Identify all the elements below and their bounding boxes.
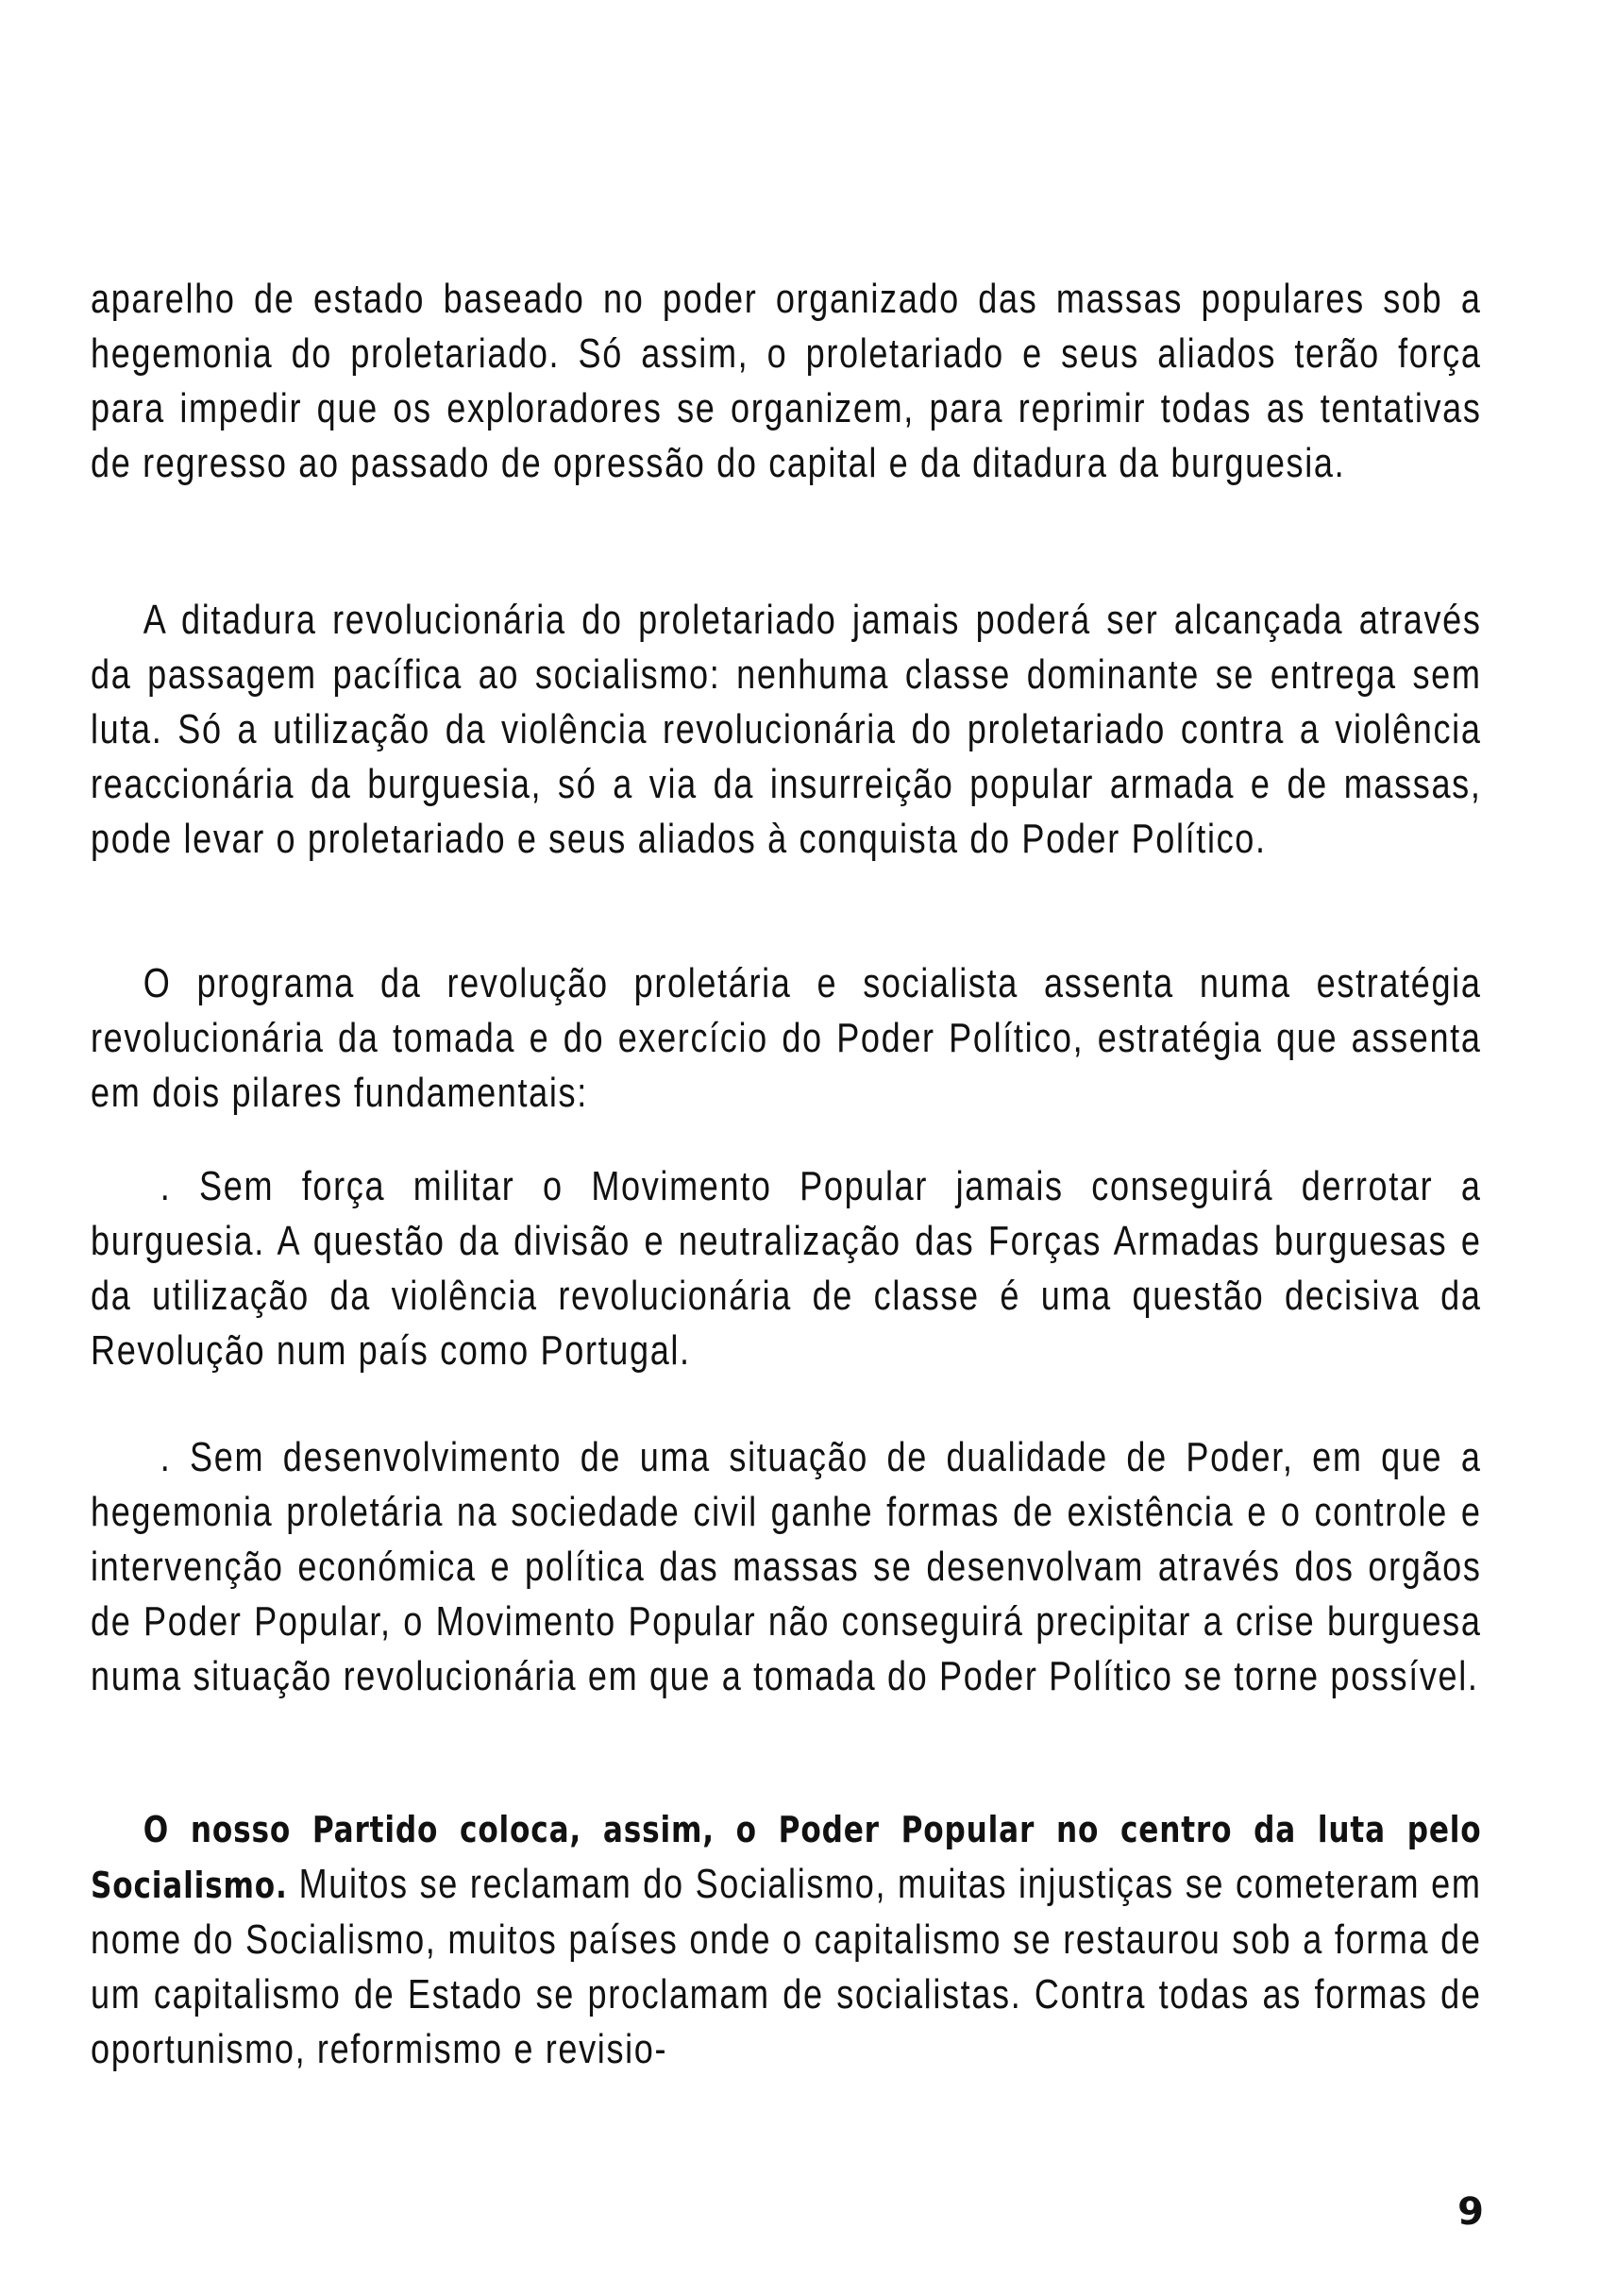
paragraph-text: Muitos se reclamam do Socialismo, muitas injustiças se cometeram em nome do Socialismo, muitos países onde o capitalismo se restaurou sob a forma de um capitalismo de Estado se proclamam de socialistas. Contra todas as formas de oportunismo, reformismo e revisio-	[91, 1861, 1482, 2072]
emphasized-statement: O nosso Partido coloca, assim, o Poder Popular no centro da luta pelo Socialismo.	[91, 1809, 1482, 1906]
bullet-dual-power	[91, 1430, 1482, 1704]
bullet-military-force	[91, 1159, 1482, 1378]
paragraph-text: . Sem força militar o Movimento Popular jamais conseguirá derrotar a burguesia. A questão da divisão e neutralização das Forças Armadas burguesas e da utilização da violência revolucionária de classe é uma questão decisiva da Revolução num país como Portugal.	[91, 1163, 1482, 1374]
paragraph-text: A ditadura revolucionária do proletariado jamais poderá ser alcançada através da passagem pacífica ao socialismo: nenhuma classe dominante se entrega sem luta. Só a utilização da violência revolucionária do proletariado contra a violência reaccionária da burguesia, só a via da insurreição popular armada e de massas, pode levar o proletariado e seus aliados à conquista do Poder Político.	[91, 597, 1482, 862]
paragraph-popular-power	[91, 1801, 1482, 2077]
paragraph-revolutionary-dictatorship	[91, 593, 1482, 867]
page-number: 9	[1457, 2190, 1484, 2234]
paragraph-text: . Sem desenvolvimento de uma situação de dualidade de Poder, em que a hegemonia proletária na sociedade civil ganhe formas de existência e o controle e intervenção económica e política das massas se desenvolvam através dos orgãos de Poder Popular, o Movimento Popular não conseguirá precipitar a crise burguesa numa situação revolucionária em que a tomada do Poder Político se torne possível.	[91, 1434, 1482, 1699]
paragraph-text: aparelho de estado baseado no poder organizado das massas populares sob a hegemonia do proletariado. Só assim, o proletariado e seus aliados terão força para impedir que os exploradores se organizem, para reprimir todas as tentativas de regresso ao passado de opressão do capital e da ditadura da burguesia.	[91, 276, 1482, 486]
paragraph-program-strategy	[91, 956, 1482, 1121]
paragraph-state-apparatus	[91, 272, 1482, 491]
paragraph-text: O programa da revolução proletária e socialista assenta numa estratégia revolucionária da tomada e do exercício do Poder Político, estratégia que assenta em dois pilares fundamentais:	[91, 960, 1482, 1116]
